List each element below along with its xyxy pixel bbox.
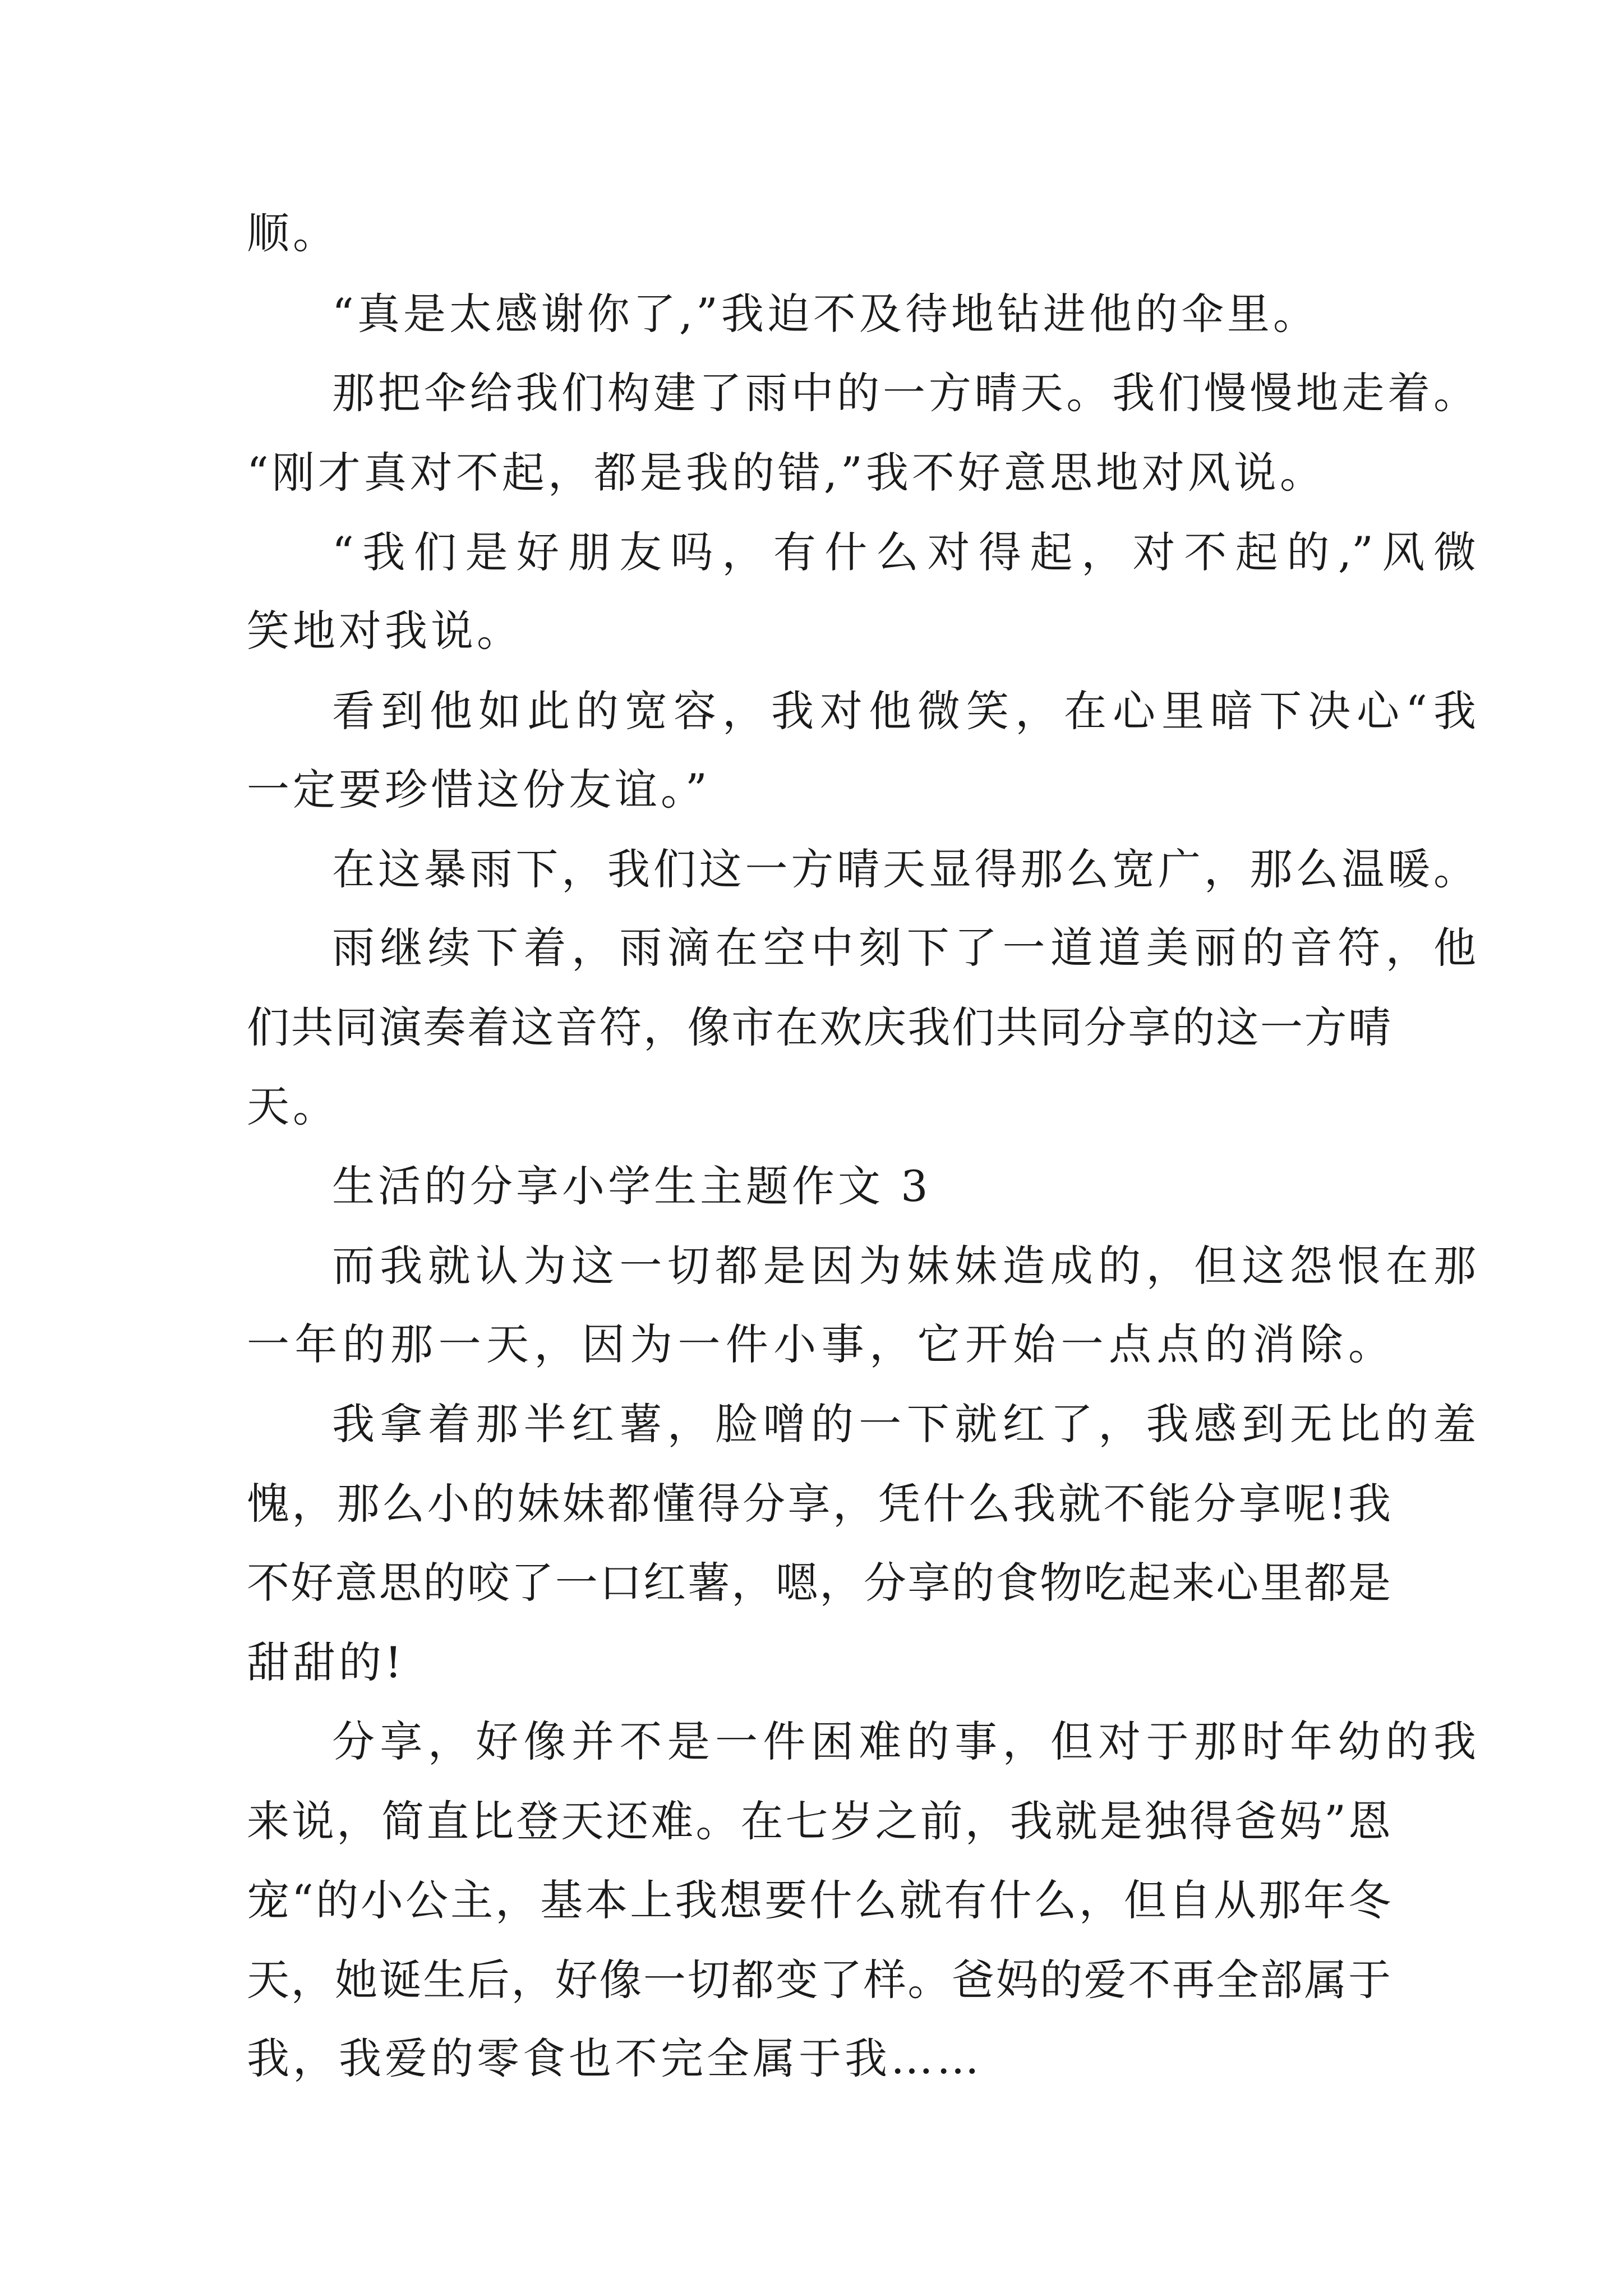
text-line: 一年的那一天，因为一件小事，它开始一点点的消除。 xyxy=(247,1319,1391,1369)
text-line: 天，她诞生后，好像一切都变了样。爸妈的爱不再全部属于 xyxy=(247,1955,1391,2005)
text-line: 一定要珍惜这份友谊。” xyxy=(247,765,711,815)
text-line: 而我就认为这一切都是因为妹妹造成的，但这怨恨在那 xyxy=(332,1241,1476,1291)
text-line: 甜甜的! xyxy=(247,1637,405,1687)
text-line: 雨继续下着，雨滴在空中刻下了一道道美丽的音符，他 xyxy=(332,923,1476,973)
section-heading: 生活的分享小学生主题作文 3 xyxy=(332,1161,932,1211)
text-line: 我，我爱的零食也不完全属于我…… xyxy=(247,2033,983,2083)
text-line: “我们是好朋友吗，有什么对得起，对不起的,”风微 xyxy=(332,527,1476,577)
text-line: 在这暴雨下，我们这一方晴天显得那么宽广，那么温暖。 xyxy=(332,844,1476,894)
text-line: 顺。 xyxy=(247,208,339,258)
text-line: 们共同演奏着这音符，像市在欢庆我们共同分享的这一方晴 xyxy=(247,1002,1391,1052)
text-line: 愧，那么小的妹妹都懂得分享，凭什么我就不能分享呢!我 xyxy=(247,1479,1391,1529)
text-line: 天。 xyxy=(247,1082,339,1131)
text-line: 分享，好像并不是一件困难的事，但对于那时年幼的我 xyxy=(332,1717,1476,1766)
text-line: “真是太感谢你了,”我迫不及待地钻进他的伞里。 xyxy=(332,289,1319,339)
text-line: 笑地对我说。 xyxy=(247,606,523,656)
text-line: 看到他如此的宽容，我对他微笑，在心里暗下决心“我 xyxy=(332,686,1476,736)
text-line: “刚才真对不起，都是我的错,”我不好意思地对风说。 xyxy=(247,448,1326,498)
text-line: 那把伞给我们构建了雨中的一方晴天。我们慢慢地走着。 xyxy=(332,368,1476,418)
text-line: 不好意思的咬了一口红薯，嗯，分享的食物吃起来心里都是 xyxy=(247,1558,1391,1608)
text-line: 我拿着那半红薯，脸噌的一下就红了，我感到无比的羞 xyxy=(332,1399,1476,1449)
text-line: 来说，简直比登天还难。在七岁之前，我就是独得爸妈”恩 xyxy=(247,1796,1391,1846)
text-line: 宠“的小公主，基本上我想要什么就有什么，但自从那年冬 xyxy=(247,1875,1391,1925)
